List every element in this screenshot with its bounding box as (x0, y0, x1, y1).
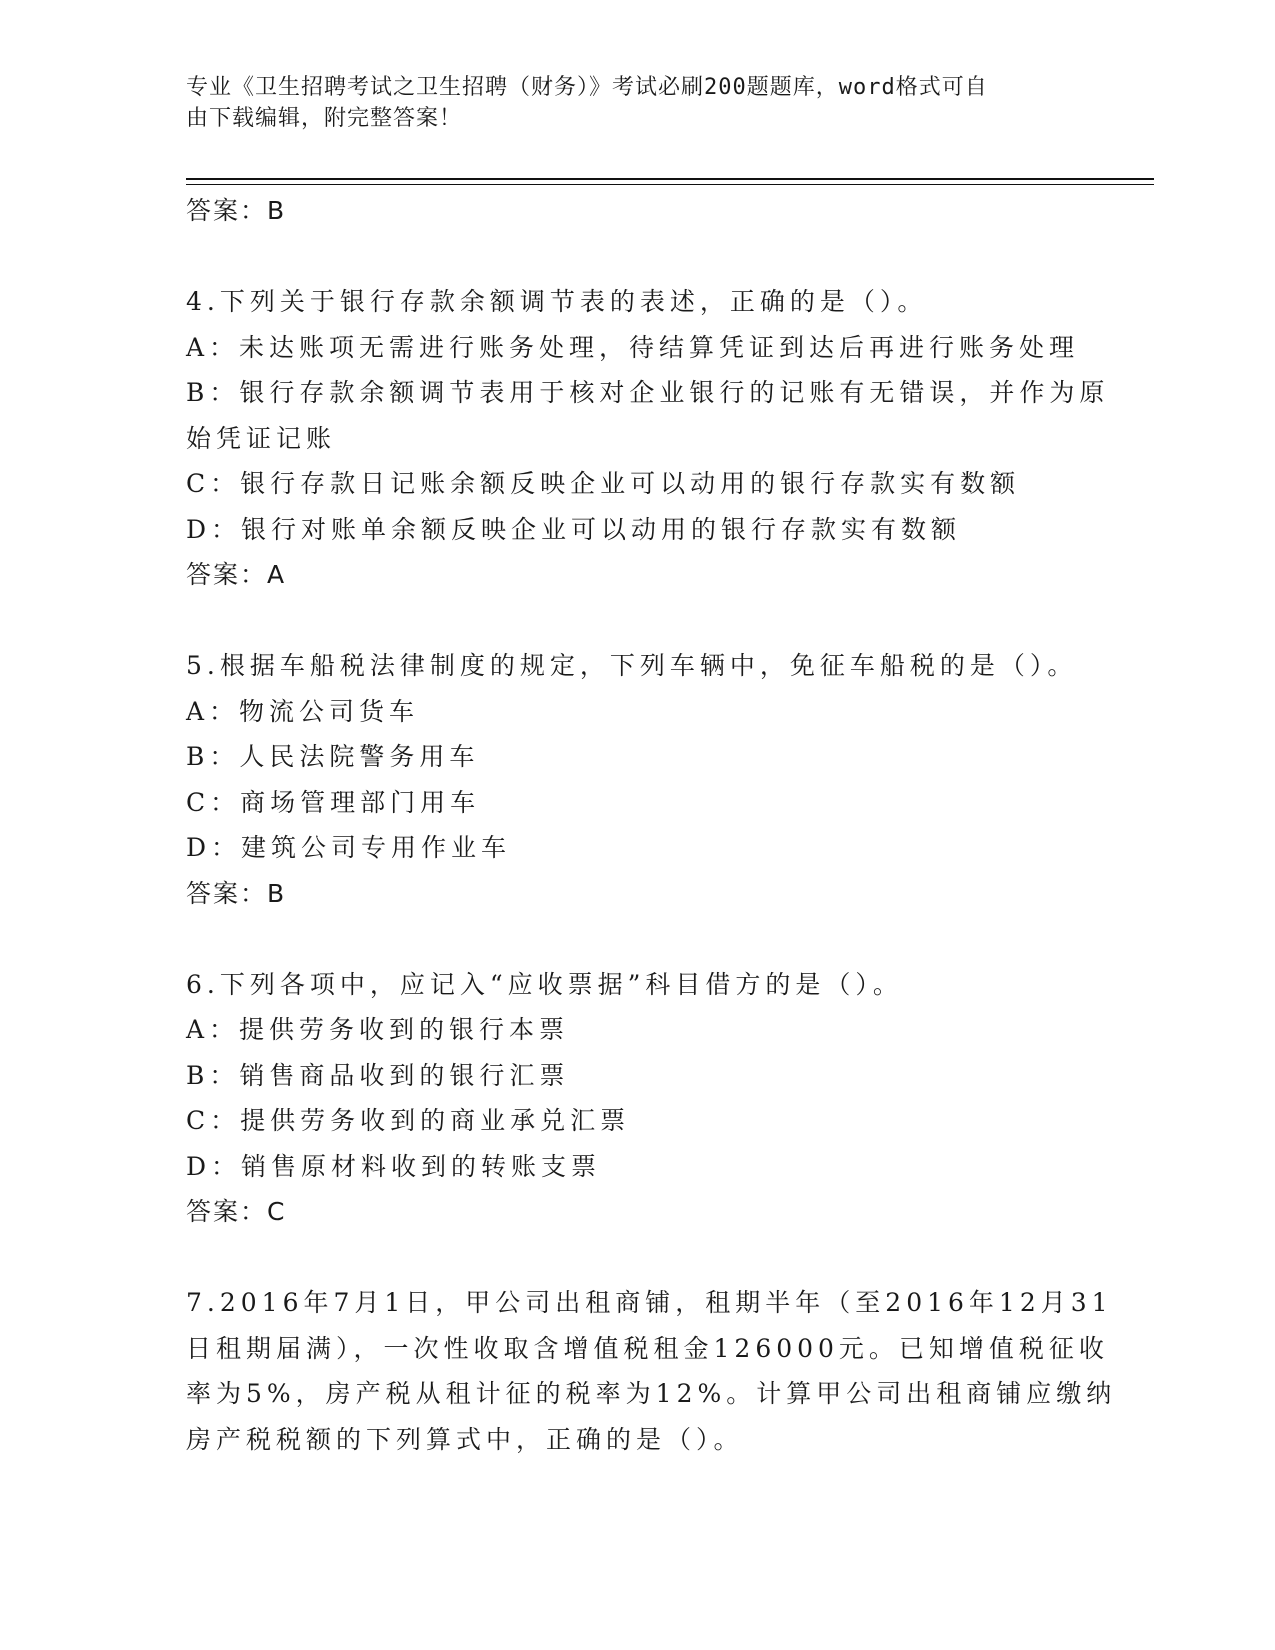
answer-q6: 答案：C (186, 1197, 287, 1226)
option-a: A：提供劳务收到的银行本票 (186, 1015, 570, 1044)
question-stem-line-3: 率为5%，房产税从租计征的税率为12%。计算甲公司出租商铺应缴纳 (186, 1379, 1117, 1408)
document-header (186, 72, 1086, 134)
option-a: A：物流公司货车 (186, 696, 420, 726)
header-line-2: 由下载编辑，附完整答案！ (186, 106, 463, 131)
question-4 (186, 279, 1110, 598)
question-7 (186, 1280, 1117, 1462)
question-stem-line-4: 房产税税额的下列算式中，正确的是（）。 (186, 1424, 744, 1454)
option-c: C：提供劳务收到的商业承兑汇票 (186, 1106, 631, 1135)
spacer (186, 1235, 1086, 1281)
question-content (186, 188, 1117, 1462)
answer-q3: 答案：B (186, 196, 287, 225)
option-d: D：银行对账单余额反映企业可以动用的银行存款实有数额 (186, 514, 962, 544)
spacer (186, 234, 1086, 280)
option-b-continued: 始凭证记账 (186, 423, 337, 453)
question-stem: 4.下列关于银行存款余额调节表的表述，正确的是（）。 (186, 287, 928, 316)
option-b: B：销售商品收到的银行汇票 (186, 1060, 570, 1090)
question-stem: 5.根据车船税法律制度的规定，下列车辆中，免征车船税的是（）。 (186, 651, 1078, 680)
option-d: D：销售原材料收到的转账支票 (186, 1151, 602, 1181)
option-b: B：人民法院警务用车 (186, 742, 480, 771)
answer-q5: 答案：B (186, 878, 287, 908)
question-5 (186, 643, 1086, 916)
question-6 (186, 962, 1086, 1235)
question-stem-line-2: 日租期届满），一次性收取含增值税租金126000元。已知增值税征收 (186, 1333, 1109, 1363)
header-line-1: 专业《卫生招聘考试之卫生招聘（财务）》考试必刷200题题库，word格式可自 (186, 75, 988, 100)
answer-q4: 答案：A (186, 560, 287, 589)
spacer (186, 916, 1086, 962)
option-a: A：未达账项无需进行账务处理，待结算凭证到达后再进行账务处理 (186, 332, 1080, 362)
spacer (186, 598, 1086, 644)
option-b: B：银行存款余额调节表用于核对企业银行的记账有无错误，并作为原 (186, 378, 1110, 407)
question-stem: 6.下列各项中，应记入“应收票据”科目借方的是（）。 (186, 969, 903, 999)
header-rule-thick (186, 178, 1154, 180)
option-c: C：银行存款日记账余额反映企业可以动用的银行存款实有数额 (186, 469, 1021, 498)
question-stem-line-1: 7.2016年7月1日，甲公司出租商铺，租期半年（至2016年12月31 (186, 1288, 1113, 1317)
option-c: C：商场管理部门用车 (186, 787, 481, 817)
option-d: D：建筑公司专用作业车 (186, 833, 512, 862)
header-rule-thin (186, 184, 1154, 185)
